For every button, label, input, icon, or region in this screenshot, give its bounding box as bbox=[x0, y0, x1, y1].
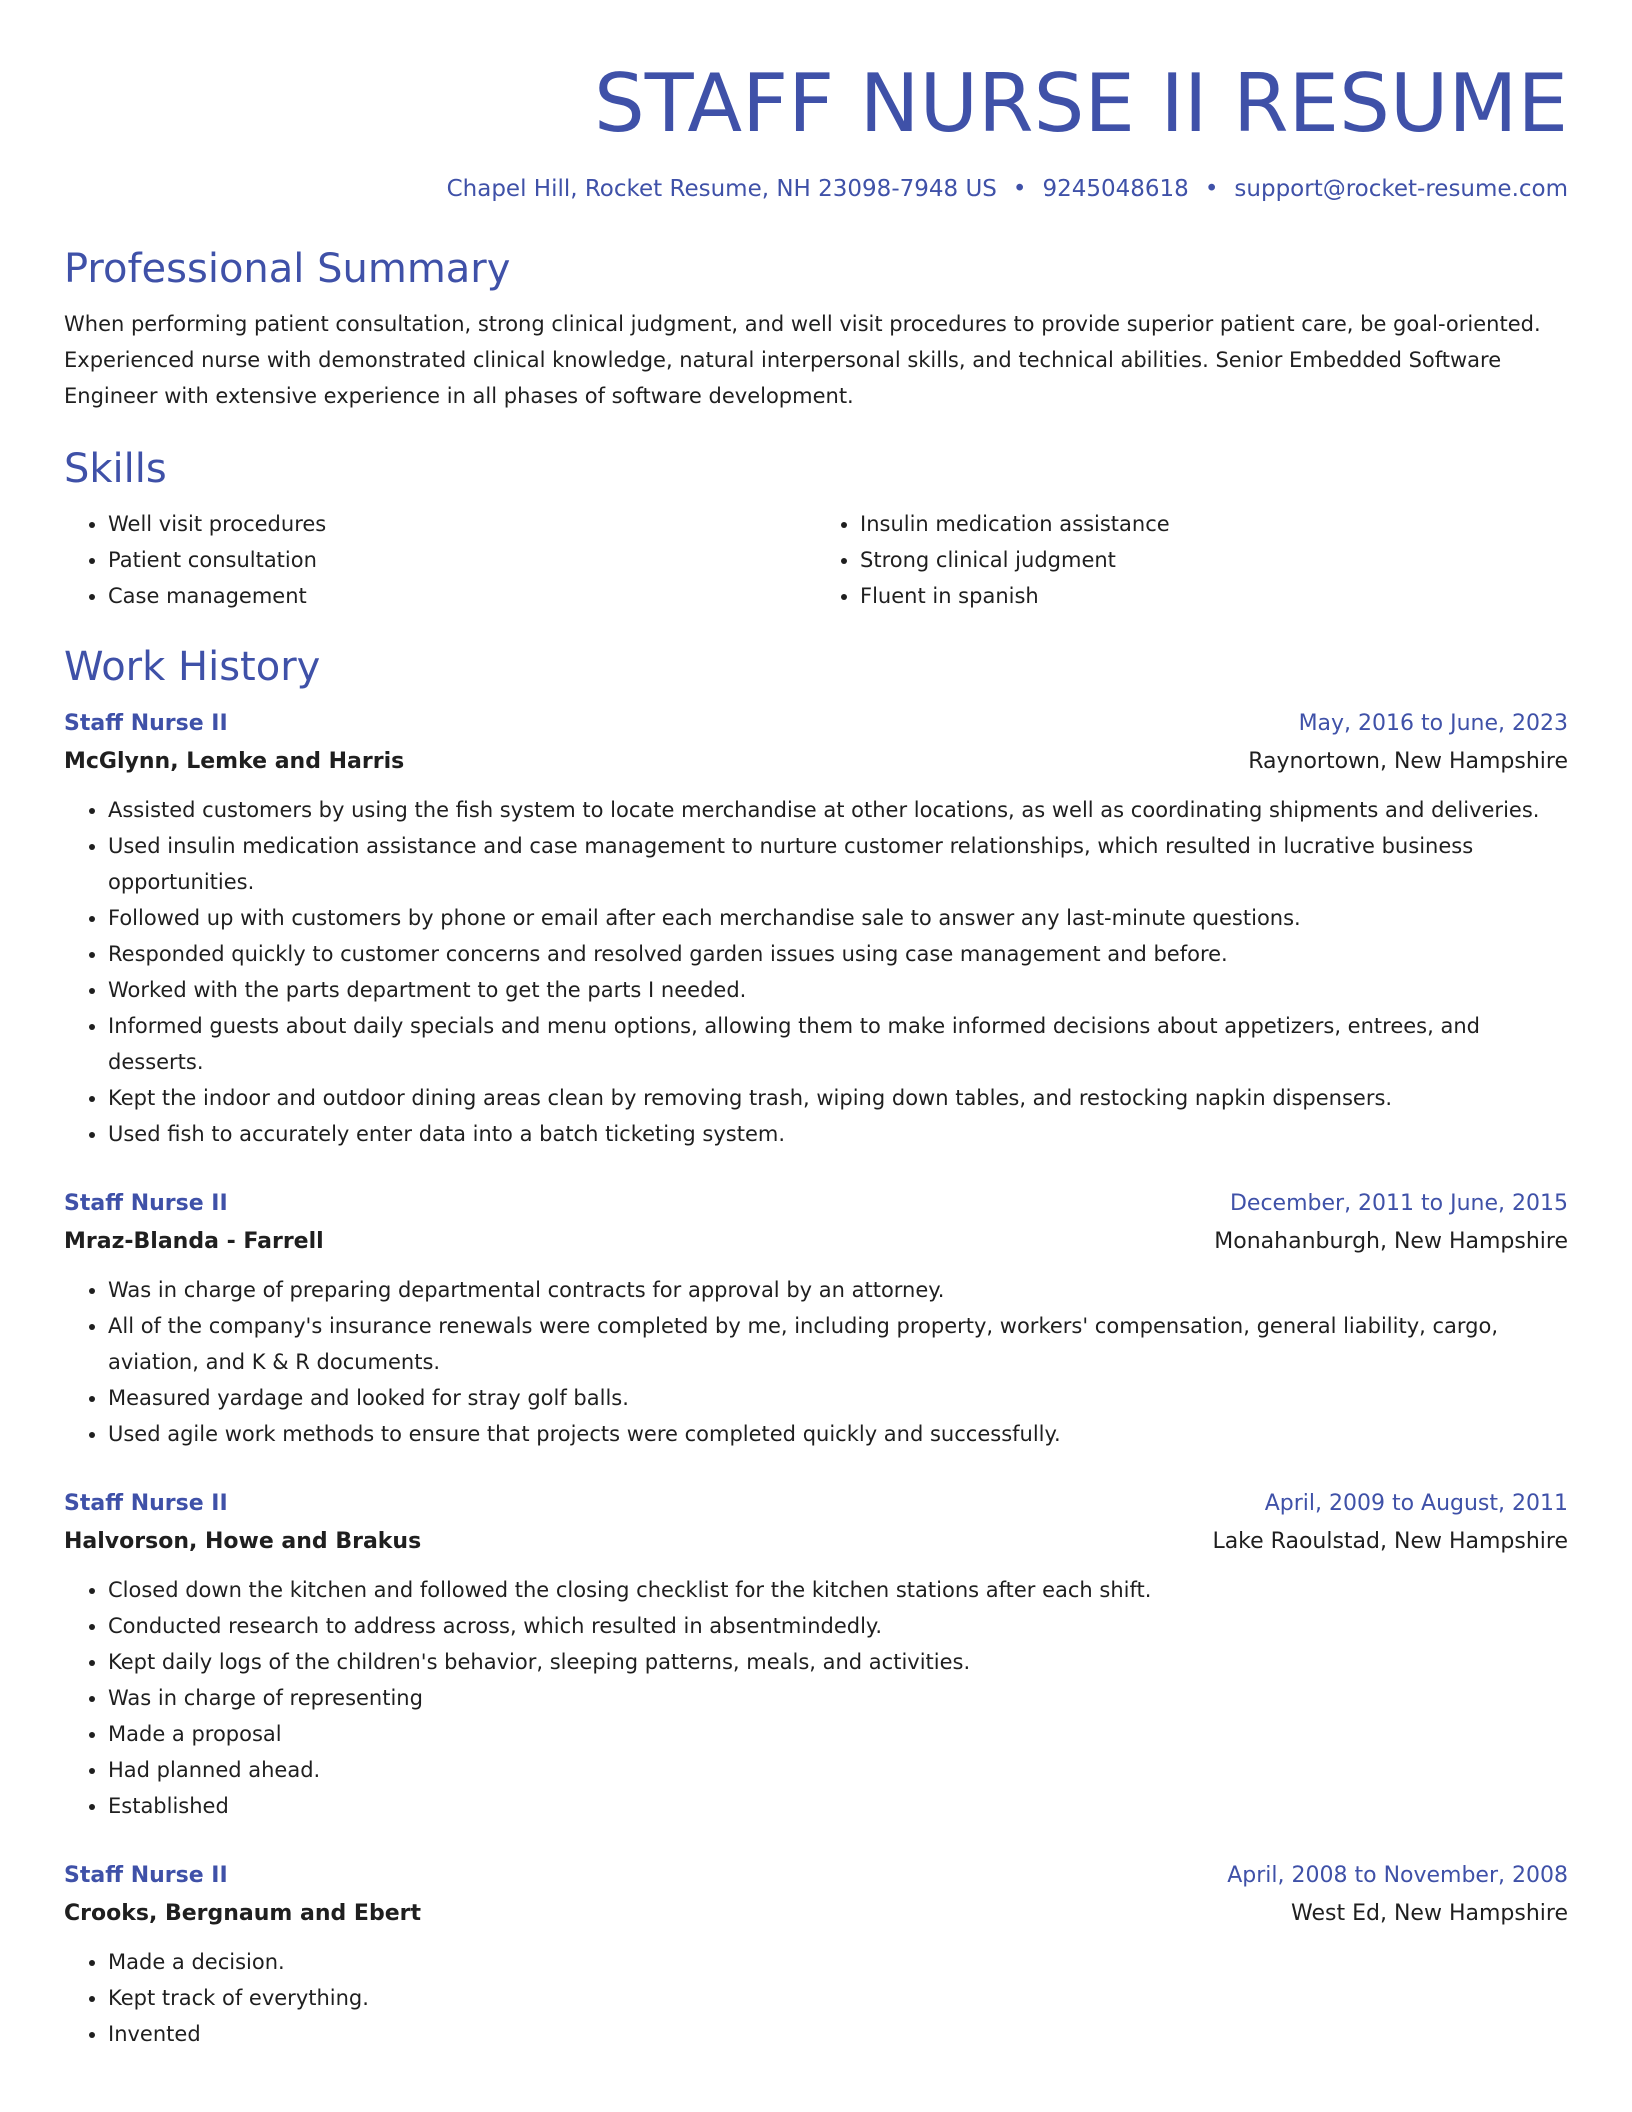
summary-heading: Professional Summary bbox=[64, 246, 511, 292]
job-bullet: • Kept the indoor and outdoor dining areas clean by removing trash, wiping down tables, and restocking napkin dispensers. bbox=[108, 1080, 1568, 1116]
job-title: Staff Nurse II bbox=[64, 1191, 228, 1216]
job-bullet: • Measured yardage and looked for stray golf balls. bbox=[108, 1380, 1568, 1416]
job-bullet: • Kept track of everything. bbox=[108, 1980, 1568, 2016]
job-bullet: • Used fish to accurately enter data into a batch ticketing system. bbox=[108, 1116, 1568, 1152]
job-title: Staff Nurse II bbox=[64, 1863, 228, 1888]
job-bullet: • Conducted research to address across, which resulted in absentmindedly. bbox=[108, 1608, 1568, 1644]
job-bullet: • Closed down the kitchen and followed the closing checklist for the kitchen stations after each shift. bbox=[108, 1572, 1568, 1608]
contact-email[interactable]: support@rocket-resume.com bbox=[1234, 176, 1568, 202]
job-location: Lake Raoulstad, New Hampshire bbox=[1212, 1529, 1568, 1554]
job-company: Crooks, Bergnaum and Ebert bbox=[64, 1901, 421, 1926]
job-dates: April, 2008 to November, 2008 bbox=[1227, 1863, 1568, 1888]
job-header bbox=[64, 1486, 1568, 1522]
job-location: Raynortown, New Hampshire bbox=[1248, 749, 1568, 774]
contact-phone: 9245048618 bbox=[1042, 176, 1189, 202]
work-history-heading: Work History bbox=[64, 644, 321, 690]
job-bullet: • Used agile work methods to ensure that projects were completed quickly and successfully. bbox=[108, 1416, 1568, 1452]
job-company: McGlynn, Lemke and Harris bbox=[64, 749, 405, 774]
skills-column-right bbox=[816, 506, 1568, 614]
job-bullet: • Invented bbox=[108, 2016, 1568, 2052]
contact-line bbox=[64, 172, 1568, 206]
job-bullet: • Informed guests about daily specials and menu options, allowing them to make informed decisions about appetizers, entrees, and desserts. bbox=[108, 1008, 1568, 1080]
job-title: Staff Nurse II bbox=[64, 711, 228, 736]
job-bullets bbox=[64, 1944, 1568, 2052]
job-bullet: • Was in charge of preparing departmental contracts for approval by an attorney. bbox=[108, 1272, 1568, 1308]
job-bullet: • All of the company's insurance renewals were completed by me, including property, workers' compensation, general liability, cargo, aviation, and K & R documents. bbox=[108, 1308, 1568, 1380]
job-entry bbox=[64, 1186, 1568, 1452]
job-bullet: • Made a decision. bbox=[108, 1944, 1568, 1980]
job-bullets bbox=[64, 1272, 1568, 1452]
skill-item: • Insulin medication assistance bbox=[860, 506, 1568, 542]
job-bullet: • Responded quickly to customer concerns and resolved garden issues using case management and before. bbox=[108, 936, 1568, 972]
skill-item: • Fluent in spanish bbox=[860, 578, 1568, 614]
job-header bbox=[64, 706, 1568, 742]
job-bullet: • Had planned ahead. bbox=[108, 1752, 1568, 1788]
job-subheader bbox=[64, 742, 1568, 782]
job-company: Mraz-Blanda - Farrell bbox=[64, 1229, 324, 1254]
job-bullets bbox=[64, 792, 1568, 1152]
skill-item: • Case management bbox=[108, 578, 816, 614]
summary-text: When performing patient consultation, strong clinical judgment, and well visit procedures to provide superior patient care, be goal-oriented. Experienced nurse with demonstrated clinical knowledge, natural interpersonal skills, and technical abilities. Senior Embedded Software Engineer with extensive experience in all phases of software development. bbox=[64, 312, 1541, 408]
contact-address: Chapel Hill, Rocket Resume, NH 23098-7948 US bbox=[446, 176, 997, 202]
job-bullet: • Assisted customers by using the fish system to locate merchandise at other locations, as well as coordinating shipments and deliveries. bbox=[108, 792, 1568, 828]
job-title: Staff Nurse II bbox=[64, 1491, 228, 1516]
job-subheader bbox=[64, 1222, 1568, 1262]
job-bullet: • Used insulin medication assistance and case management to nurture customer relationships, which resulted in lucrative business opportunities. bbox=[108, 828, 1568, 900]
job-bullet: • Followed up with customers by phone or email after each merchandise sale to answer any last-minute questions. bbox=[108, 900, 1568, 936]
job-bullets bbox=[64, 1572, 1568, 1824]
job-entry bbox=[64, 1486, 1568, 1824]
job-bullet: • Worked with the parts department to get the parts I needed. bbox=[108, 972, 1568, 1008]
job-bullet: • Kept daily logs of the children's behavior, sleeping patterns, meals, and activities. bbox=[108, 1644, 1568, 1680]
skills-list bbox=[64, 506, 1568, 614]
job-company: Halvorson, Howe and Brakus bbox=[64, 1529, 422, 1554]
skill-item: • Patient consultation bbox=[108, 542, 816, 578]
skill-item: • Well visit procedures bbox=[108, 506, 816, 542]
job-header bbox=[64, 1186, 1568, 1222]
job-bullet: • Was in charge of representing bbox=[108, 1680, 1568, 1716]
job-header bbox=[64, 1858, 1568, 1894]
job-location: West Ed, New Hampshire bbox=[1291, 1901, 1568, 1926]
resume-title: STAFF NURSE II RESUME bbox=[593, 57, 1568, 150]
job-subheader bbox=[64, 1522, 1568, 1562]
skills-heading: Skills bbox=[64, 446, 167, 492]
job-bullet: • Made a proposal bbox=[108, 1716, 1568, 1752]
job-location: Monahanburgh, New Hampshire bbox=[1214, 1229, 1568, 1254]
contact-separator: • bbox=[1204, 176, 1219, 202]
skill-item: • Strong clinical judgment bbox=[860, 542, 1568, 578]
job-subheader bbox=[64, 1894, 1568, 1934]
job-dates: December, 2011 to June, 2015 bbox=[1229, 1191, 1568, 1216]
job-dates: May, 2016 to June, 2023 bbox=[1298, 711, 1568, 736]
job-entry bbox=[64, 1858, 1568, 2052]
job-bullet: • Established bbox=[108, 1788, 1568, 1824]
job-entry bbox=[64, 706, 1568, 1152]
job-dates: April, 2009 to August, 2011 bbox=[1264, 1491, 1568, 1516]
skills-column-left bbox=[64, 506, 816, 614]
contact-separator: • bbox=[1012, 176, 1027, 202]
